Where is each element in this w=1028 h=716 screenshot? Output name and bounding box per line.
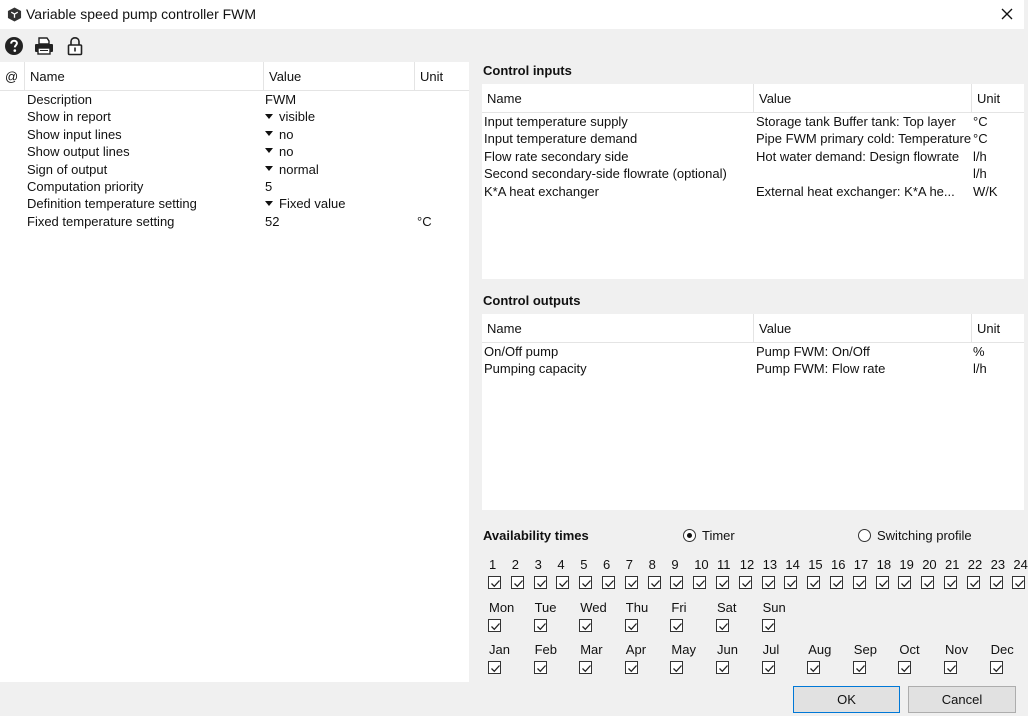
row-name: Input temperature supply — [484, 114, 628, 129]
parameter-value-dropdown[interactable] — [265, 126, 293, 143]
window-title: Variable speed pump controller FWM — [26, 6, 257, 22]
control-outputs-table — [482, 314, 1024, 510]
hour-label: 22 — [967, 557, 983, 572]
hour-label: 7 — [625, 557, 634, 572]
row-value[interactable]: Pump FWM: Flow rate — [756, 361, 886, 377]
checkmark-icon — [581, 621, 592, 632]
row-unit: l/h — [973, 166, 987, 182]
hour-checkbox[interactable] — [602, 576, 615, 589]
checkmark-icon — [490, 621, 501, 632]
hour-label: 12 — [739, 557, 755, 572]
day-label: Fri — [671, 600, 687, 615]
print-button[interactable] — [33, 35, 55, 57]
month-label: Jan — [489, 642, 510, 657]
row-unit: °C — [973, 114, 988, 129]
checkmark-icon — [786, 578, 797, 589]
checkmark-icon — [718, 621, 729, 632]
checkmark-icon — [627, 663, 638, 674]
parameter-name: Fixed temperature setting — [27, 213, 175, 229]
hour-checkbox[interactable] — [670, 576, 683, 589]
parameter-row[interactable] — [0, 126, 469, 143]
day-label: Tue — [534, 600, 557, 615]
checkmark-icon — [809, 663, 820, 674]
checkmark-icon — [695, 578, 706, 589]
hour-label: 20 — [922, 557, 937, 572]
hour-label: 18 — [876, 557, 892, 572]
hour-label: 21 — [945, 557, 960, 572]
checkmark-icon — [832, 578, 843, 589]
row-name: Input temperature demand — [484, 131, 638, 147]
month-checkbox[interactable] — [670, 661, 683, 674]
hour-checkbox[interactable] — [762, 576, 775, 589]
help-icon[interactable] — [4, 36, 24, 56]
hour-checkbox[interactable] — [921, 576, 934, 589]
hour-checkbox[interactable] — [830, 576, 843, 589]
parameter-value[interactable] — [265, 178, 272, 195]
checkmark-icon — [672, 663, 683, 674]
row-unit: W/K — [973, 183, 998, 199]
hour-label: 16 — [831, 557, 846, 572]
column-header-value[interactable]: Value — [754, 314, 972, 343]
checkmark-icon — [627, 578, 638, 589]
row-name: Second secondary-side flowrate (optional) — [484, 166, 727, 182]
hour-label: 5 — [580, 557, 588, 572]
hour-checkbox[interactable] — [1012, 576, 1025, 589]
parameter-name: Description — [27, 92, 93, 107]
month-checkbox[interactable] — [853, 661, 866, 674]
hour-checkbox[interactable] — [807, 576, 820, 589]
row-name: Flow rate secondary side — [484, 148, 629, 164]
checkmark-icon — [672, 578, 683, 589]
day-checkbox[interactable] — [670, 619, 683, 632]
hour-label: 13 — [762, 557, 778, 572]
hour-checkbox[interactable] — [853, 576, 866, 589]
hour-label: 15 — [808, 557, 823, 572]
month-label: Feb — [534, 642, 557, 657]
row-unit: l/h — [973, 148, 987, 164]
close-button[interactable] — [996, 3, 1018, 25]
day-label: Mon — [489, 600, 515, 615]
parameter-value[interactable] — [265, 91, 296, 108]
column-header-name[interactable]: Name — [482, 314, 754, 343]
checkmark-icon — [536, 578, 547, 589]
column-header-unit[interactable]: Unit — [977, 91, 1001, 106]
day-label: Sat — [717, 600, 737, 615]
day-checkbox[interactable] — [625, 619, 638, 632]
table-row[interactable] — [482, 343, 1024, 360]
hour-checkbox[interactable] — [648, 576, 661, 589]
parameter-value-text: no — [279, 126, 294, 142]
hour-checkbox[interactable] — [967, 576, 980, 589]
control-inputs-table — [482, 84, 1024, 279]
month-label: Aug — [808, 642, 832, 657]
switching-profile-radio[interactable] — [858, 528, 972, 543]
hour-checkbox[interactable] — [944, 576, 957, 589]
hour-label: 17 — [853, 557, 869, 572]
row-name: On/Off pump — [484, 344, 559, 359]
checkmark-icon — [536, 621, 547, 632]
dropdown-arrow-icon[interactable] — [265, 166, 273, 171]
month-label: Mar — [580, 642, 603, 657]
hour-label: 4 — [557, 557, 565, 572]
hour-checkbox[interactable] — [556, 576, 569, 589]
timer-radio[interactable] — [683, 528, 735, 543]
checkmark-icon — [809, 578, 820, 589]
row-name: K*A heat exchanger — [484, 183, 599, 199]
control-inputs-list — [482, 113, 1024, 200]
parameter-name: Definition temperature setting — [27, 196, 197, 212]
control-outputs-list — [482, 343, 1024, 378]
parameter-row[interactable] — [0, 108, 469, 125]
control-inputs-title: Control inputs — [483, 63, 572, 78]
checkmark-icon — [650, 578, 661, 589]
checkmark-icon — [672, 621, 683, 632]
ok-button[interactable]: OK — [793, 686, 900, 713]
row-value[interactable]: Pipe FWM primary cold: Temperature — [756, 131, 972, 147]
parameter-name: Computation priority — [27, 178, 144, 194]
month-label: May — [671, 642, 696, 657]
hour-checkbox[interactable] — [511, 576, 524, 589]
dropdown-arrow-icon[interactable] — [265, 201, 273, 206]
checkmark-icon — [581, 663, 592, 674]
month-label: Apr — [625, 642, 647, 657]
row-unit: °C — [973, 131, 988, 147]
print-icon[interactable] — [33, 36, 55, 56]
parameter-row[interactable] — [0, 143, 469, 160]
hour-checkbox[interactable] — [898, 576, 911, 589]
row-name: Pumping capacity — [484, 361, 587, 377]
checkmark-icon — [764, 578, 775, 589]
column-header-name[interactable]: Name — [482, 84, 754, 113]
checkmark-icon — [718, 663, 729, 674]
parameter-row[interactable] — [0, 213, 469, 230]
checkmark-icon — [558, 578, 569, 589]
parameter-name: Sign of output — [27, 161, 108, 177]
table-row[interactable] — [482, 360, 1024, 377]
parameter-value-text: visible — [279, 109, 316, 125]
hour-checkbox[interactable] — [488, 576, 501, 589]
checkmark-icon — [764, 663, 775, 674]
month-checkbox[interactable] — [488, 661, 501, 674]
parameter-value-dropdown[interactable] — [265, 161, 319, 178]
control-outputs-header — [482, 314, 1024, 343]
month-checkbox[interactable] — [534, 661, 547, 674]
month-checkbox[interactable] — [716, 661, 729, 674]
checkmark-icon — [855, 578, 866, 589]
day-checkbox[interactable] — [579, 619, 592, 632]
day-label: Thu — [625, 600, 649, 615]
checkmark-icon — [878, 578, 889, 589]
availability-title: Availability times — [483, 528, 589, 543]
control-outputs-title: Control outputs — [483, 293, 581, 308]
column-header-value[interactable]: Value — [264, 62, 415, 91]
checkmark-icon — [741, 578, 752, 589]
parameter-value[interactable] — [265, 213, 279, 230]
month-checkbox[interactable] — [807, 661, 820, 674]
table-row[interactable] — [482, 148, 1024, 165]
checkmark-icon — [992, 578, 1003, 589]
checkmark-icon — [969, 578, 980, 589]
checkmark-icon — [627, 621, 638, 632]
hour-label: 3 — [534, 557, 542, 572]
checkmark-icon — [581, 578, 592, 589]
day-checkbox[interactable] — [534, 619, 547, 632]
toolbar — [0, 29, 1024, 62]
checkmark-icon — [900, 578, 911, 589]
lock-icon[interactable] — [66, 36, 84, 56]
checkmark-icon — [855, 663, 866, 674]
month-checkbox[interactable] — [762, 661, 775, 674]
parameter-table-header — [0, 62, 469, 91]
checkmark-icon — [604, 578, 615, 589]
checkmark-icon — [764, 621, 775, 632]
parameter-name: Show input lines — [27, 126, 122, 142]
checkmark-icon — [900, 663, 911, 674]
parameter-value-dropdown[interactable] — [265, 195, 345, 212]
hour-checkbox[interactable] — [579, 576, 592, 589]
row-value[interactable]: Storage tank Buffer tank: Top layer — [756, 114, 956, 129]
month-checkbox[interactable] — [579, 661, 592, 674]
parameter-row[interactable] — [0, 178, 469, 195]
checkmark-icon — [946, 578, 957, 589]
dropdown-arrow-icon[interactable] — [265, 148, 273, 153]
hour-checkbox[interactable] — [716, 576, 729, 589]
month-label: Jun — [717, 642, 738, 657]
help-button[interactable] — [3, 35, 25, 57]
hour-label: 1 — [489, 557, 497, 572]
month-label: Dec — [990, 642, 1014, 657]
row-unit: % — [973, 344, 985, 359]
parameter-value-text: FWM — [265, 92, 297, 107]
hour-checkbox[interactable] — [990, 576, 1003, 589]
month-checkbox[interactable] — [990, 661, 1003, 674]
row-value[interactable]: External heat exchanger: K*A he... — [756, 183, 955, 199]
parameter-row[interactable] — [0, 195, 469, 212]
day-checkbox[interactable] — [762, 619, 775, 632]
lock-button[interactable] — [64, 35, 86, 57]
hour-checkbox[interactable] — [876, 576, 889, 589]
parameter-unit: °C — [417, 213, 432, 229]
cancel-button[interactable]: Cancel — [908, 686, 1016, 713]
dropdown-arrow-icon[interactable] — [265, 131, 273, 136]
timer-radio-label: Timer — [702, 528, 735, 543]
column-header-name[interactable]: Name — [25, 62, 264, 91]
day-checkbox[interactable] — [488, 619, 501, 632]
timer-radio-button[interactable] — [683, 529, 696, 542]
checkmark-icon — [946, 663, 957, 674]
month-checkbox[interactable] — [898, 661, 911, 674]
parameter-value-text: no — [279, 144, 294, 160]
parameter-value-text: Fixed value — [279, 196, 346, 212]
parameter-name: Show output lines — [27, 144, 130, 160]
checkmark-icon — [718, 578, 729, 589]
title-bar — [0, 0, 1024, 29]
parameter-panel — [0, 62, 469, 682]
checkmark-icon — [536, 663, 547, 674]
column-header-unit[interactable]: Unit — [977, 321, 1001, 336]
parameter-value-text: normal — [279, 161, 319, 177]
checkmark-icon — [1014, 578, 1025, 589]
hour-label: 19 — [899, 557, 914, 572]
parameter-value-text: 52 — [265, 213, 280, 229]
checkmark-icon — [490, 578, 501, 589]
hour-label: 8 — [648, 557, 656, 572]
control-inputs-header — [482, 84, 1024, 113]
dropdown-arrow-icon[interactable] — [265, 114, 273, 119]
day-checkbox[interactable] — [716, 619, 729, 632]
month-checkbox[interactable] — [625, 661, 638, 674]
month-label: Jul — [762, 642, 780, 657]
table-row[interactable] — [482, 183, 1024, 200]
parameter-value-dropdown[interactable] — [265, 108, 315, 125]
hour-checkbox[interactable] — [534, 576, 547, 589]
checkmark-icon — [923, 578, 934, 589]
month-label: Nov — [945, 642, 969, 657]
column-header-value[interactable]: Value — [754, 84, 972, 113]
parameter-row[interactable] — [0, 161, 469, 178]
column-header-unit[interactable]: Unit — [420, 69, 444, 84]
parameter-name: Show in report — [27, 109, 111, 125]
month-checkbox[interactable] — [944, 661, 957, 674]
hour-label: 14 — [785, 557, 800, 572]
month-label: Sep — [853, 642, 877, 657]
hour-checkbox[interactable] — [784, 576, 797, 589]
parameter-value-dropdown[interactable] — [265, 143, 293, 160]
app-logo-icon — [7, 7, 22, 22]
hour-checkbox[interactable] — [693, 576, 706, 589]
month-label: Oct — [899, 642, 920, 657]
hour-label: 10 — [694, 557, 709, 572]
checkmark-icon — [992, 663, 1003, 674]
checkmark-icon — [513, 578, 524, 589]
row-value[interactable]: Pump FWM: On/Off — [756, 344, 870, 359]
hour-label: 6 — [603, 557, 611, 572]
hour-checkbox[interactable] — [739, 576, 752, 589]
switching-profile-radio-label: Switching profile — [877, 528, 972, 543]
checkmark-icon — [490, 663, 501, 674]
day-label: Sun — [762, 600, 786, 615]
table-row[interactable] — [482, 130, 1024, 147]
hour-label: 11 — [717, 557, 731, 572]
column-header-at[interactable]: @ — [0, 62, 25, 91]
hour-checkbox[interactable] — [625, 576, 638, 589]
hour-label: 9 — [671, 557, 679, 572]
parameter-row[interactable] — [0, 91, 469, 108]
close-icon[interactable] — [1001, 8, 1013, 20]
row-value[interactable]: Hot water demand: Design flowrate — [756, 148, 960, 164]
parameter-list — [0, 91, 469, 230]
hour-label: 2 — [511, 557, 520, 572]
switching-profile-radio-button[interactable] — [858, 529, 871, 542]
table-row[interactable] — [482, 165, 1024, 182]
row-unit: l/h — [973, 361, 987, 377]
table-row[interactable] — [482, 113, 1024, 130]
day-label: Wed — [580, 600, 607, 615]
hour-label: 24 — [1013, 557, 1028, 572]
parameter-value-text: 5 — [265, 178, 273, 194]
hour-label: 23 — [990, 557, 1006, 572]
